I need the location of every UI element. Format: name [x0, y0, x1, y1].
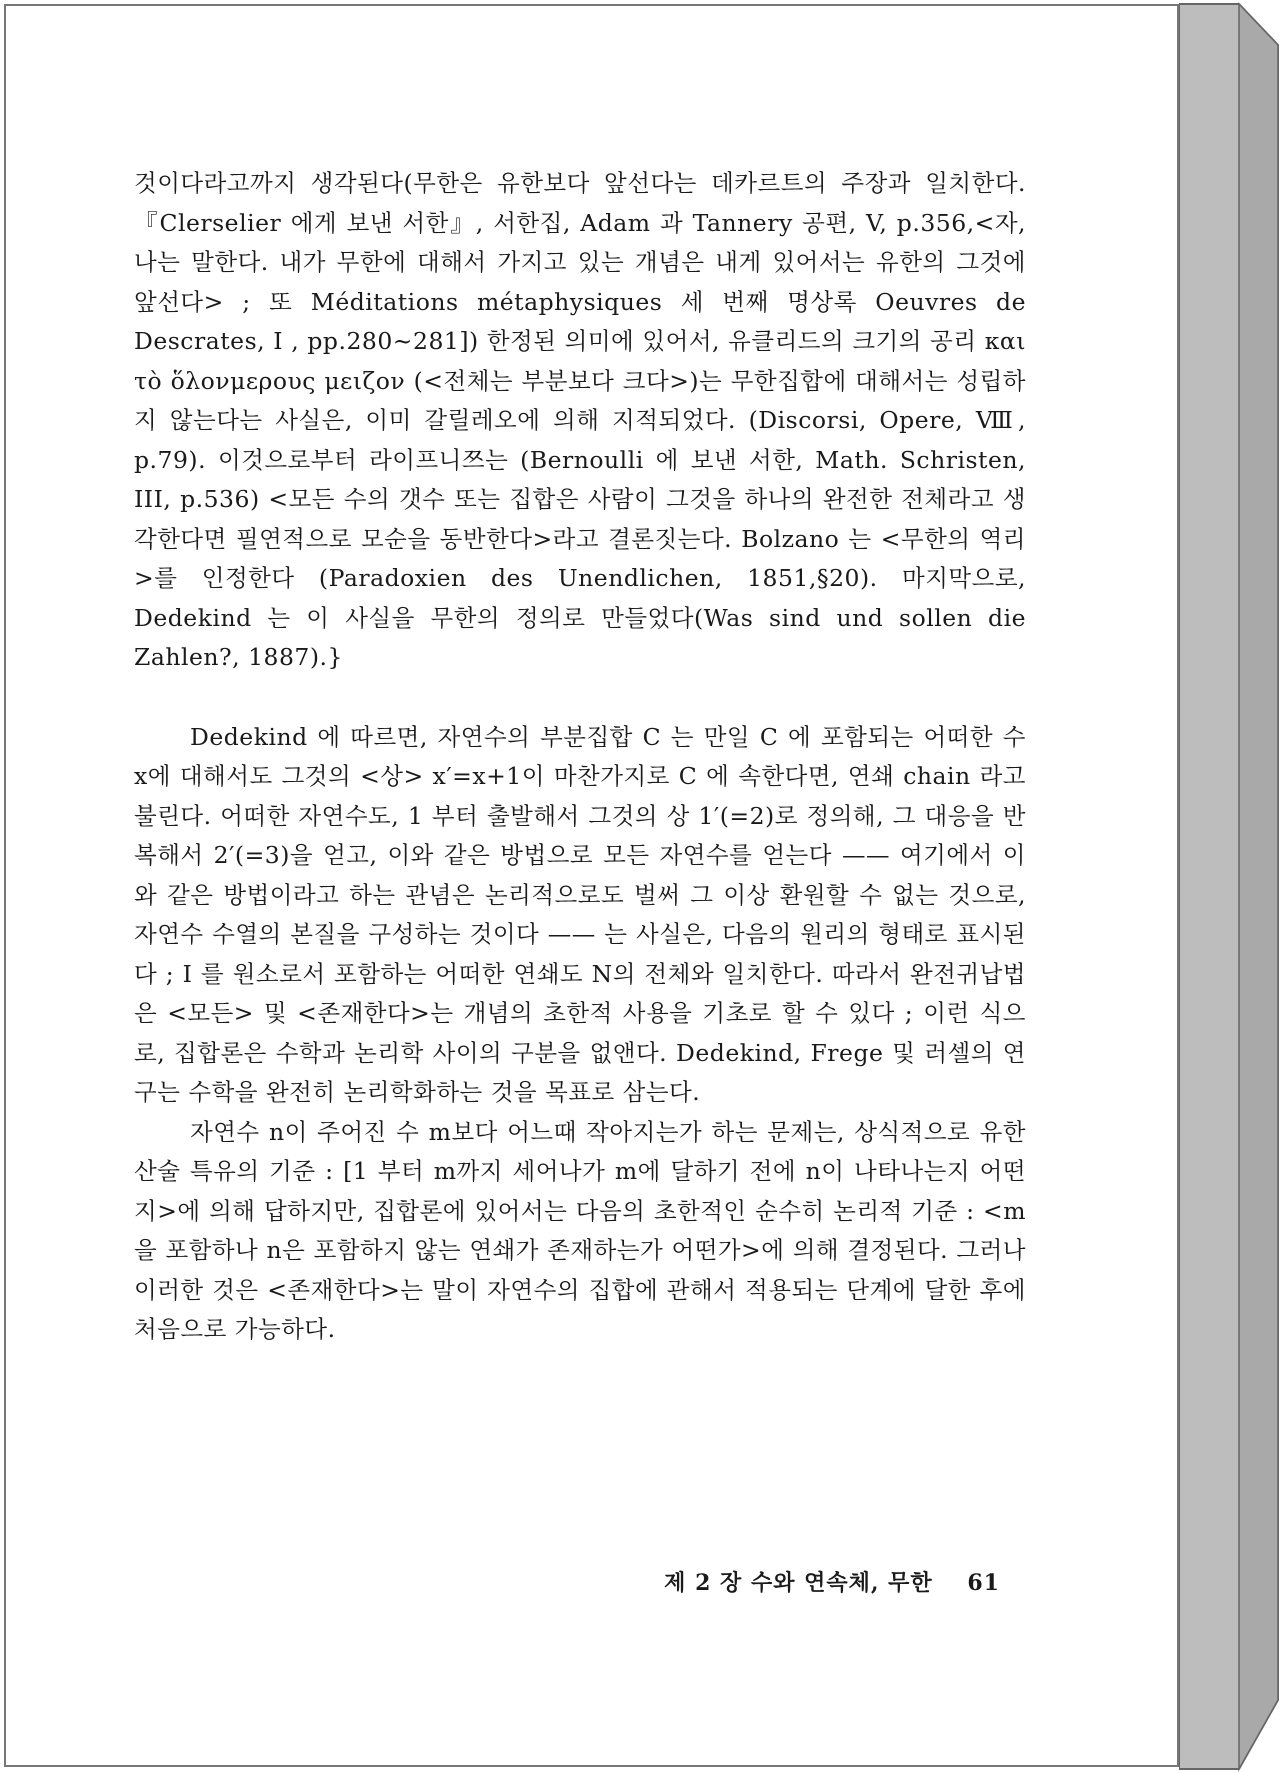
paragraph-dedekind-chain: Dedekind 에 따르면, 자연수의 부분집합 C 는 만일 C 에 포함되는 어떠한 수 x에 대해서도 그것의 <상> x′=x+1이 마찬가지로 C 에 속한다면, 연쇄 chain 라고 불린다. 어떠한 자연수도, 1 부터 출발해서 그것의 상 1′(=2)로 정의해, 그 대응을 반복해서 2′(=3)을 얻고, 이와 같은 방법으로 모든 자연수를 얻는다 —— 여기에서 이와 같은 방법이라고 하는 관념은 논리적으로도 벌써 그 이상 환원할 수 없는 것으로, 자연수 수열의 본질을 구성하는 것이다 —— 는 사실은, 다음의 원리의 형태로 표시된다 ; I 를 원소로서 포함하는 어떠한 연쇄도 N의 전체와 일치한다. 따라서 완전귀납법은 <모든> 및 <존재한다>는 개념의 초한적 사용을 기초로 할 수 있다 ; 이런 식으로, 집합론은 수학과 논리학 사이의 구분을 없앤다. Dedekind, Frege 및 러셀의 연구는 수학을 완전히 논리학화하는 것을 목표로 삼는다. [134, 722, 1026, 1106]
page-number: 61 [967, 1570, 1000, 1596]
body-text [134, 164, 1026, 1350]
paragraph-footnote-continuation: 것이다라고까지 생각된다(무한은 유한보다 앞선다는 데카르트의 주장과 일치한다. 『Clerselier 에게 보낸 서한』, 서한집, Adam 과 Tannery 공편, V, p.356,<자, 나는 말한다. 내가 무한에 대해서 가지고 있는 개념은 내게 있어서는 유한의 그것에 앞선다> ; 또 Méditations métaphysiques 세 번째 명상록 Oeuvres de Descrates, I , pp.280~281]) 한정된 의미에 있어서, 유클리드의 크기의 공리 και τὸ ὅλονμερους μειζον (<전체는 부분보다 크다>)는 무한집합에 대해서는 성립하지 않는다는 사실은, 이미 갈릴레오에 의해 지적되었다. (Discorsi, Opere, Ⅷ, p.79). 이것으로부터 라이프니쯔는 (Bernoulli 에 보낸 서한, Math. Schristen, III, p.536) <모든 수의 갯수 또는 집합은 사람이 그것을 하나의 완전한 전체라고 생각한다면 필연적으로 모순을 동반한다>라고 결론짓는다. Bolzano 는 <무한의 역리>를 인정한다 (Paradoxien des Unendlichen, 1851,§20). 마지막으로, Dedekind 는 이 사실을 무한의 정의로 만들었다(Was sind und sollen die Zahlen?, 1887).} [134, 169, 1026, 671]
chapter-title: 제 2 장 수와 연속체, 무한 [664, 1570, 933, 1596]
paragraph-natural-number-order: 자연수 n이 주어진 수 m보다 어느때 작아지는가 하는 문제는, 상식적으로 유한산술 특유의 기준 : [1 부터 m까지 세어나가 m에 달하기 전에 n이 나타나는지 어떤지>에 의해 답하지만, 집합론에 있어서는 다음의 초한적인 순수히 논리적 기준 : <m을 포함하나 n은 포함하지 않는 연쇄가 존재하는가 어떤가>에 의해 결정된다. 그러나 이러한 것은 <존재한다>는 말이 자연수의 집합에 관해서 적용되는 단계에 달한 후에 처음으로 가능하다. [134, 1117, 1026, 1343]
page-footer [620, 1566, 1000, 1597]
book-page-edges [1179, 0, 1280, 1773]
